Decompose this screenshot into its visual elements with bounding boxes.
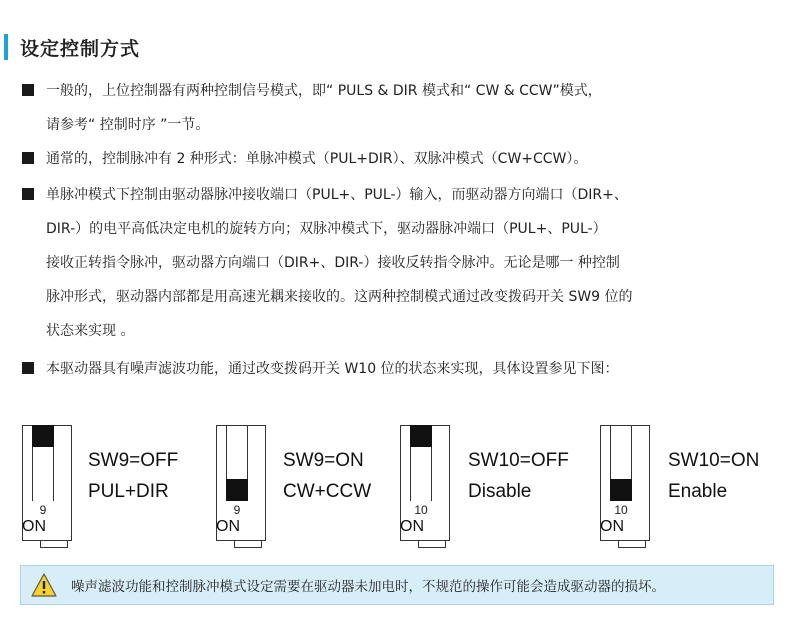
switch-knob bbox=[32, 425, 54, 447]
accent-bar bbox=[4, 34, 8, 60]
switch-label: SW9=OFF PUL+DIR bbox=[88, 450, 179, 502]
warning-text: 噪声滤波功能和控制脉冲模式设定需要在驱动器未加电时，不规范的操作可能会造成驱动器的损坏。 bbox=[71, 579, 665, 595]
switch-label: SW9=ON CW+CCW bbox=[283, 450, 372, 502]
paragraph-3 bbox=[22, 178, 633, 348]
switch-number: 10 bbox=[414, 503, 428, 517]
paragraph-line: DIR-）的电平高低决定电机的旋转方向；双脉冲模式下，驱动器脉冲端口（PUL+、PUL-） bbox=[46, 221, 607, 237]
dip-switch-sw10-off bbox=[400, 425, 450, 541]
section-header bbox=[4, 34, 140, 60]
on-label: ON bbox=[22, 518, 46, 535]
switch-label: SW10=ON Enable bbox=[668, 450, 760, 502]
paragraph-line: 本驱动器具有噪声滤波功能，通过改变拨码开关 W10 位的状态来实现，具体设置参见下图： bbox=[46, 361, 619, 377]
switch-knob bbox=[610, 479, 632, 501]
paragraph-line: 通常的，控制脉冲有 2 种形式：单脉冲模式（PUL+DIR）、双脉冲模式（CW+CCW）。 bbox=[46, 151, 588, 167]
on-label: ON bbox=[400, 518, 424, 535]
paragraph-4 bbox=[22, 352, 619, 386]
paragraph-line: 状态来实现 。 bbox=[46, 323, 135, 339]
bullet-square bbox=[22, 84, 34, 96]
switch-knob bbox=[226, 479, 248, 501]
paragraph-line: 脉冲形式，驱动器内部都是用高速光耦来接收的。这两种控制模式通过改变拨码开关 SW9 位的 bbox=[46, 289, 633, 305]
switch-number: 9 bbox=[39, 503, 47, 517]
switch-label: SW10=OFF Disable bbox=[468, 450, 569, 502]
on-label: ON bbox=[600, 518, 624, 535]
switch-number: 9 bbox=[233, 503, 241, 517]
section-title: 设定控制方式 bbox=[20, 37, 141, 60]
paragraph-line: 请参考“ 控制时序 ”一节。 bbox=[46, 117, 210, 133]
paragraph-2 bbox=[22, 142, 587, 176]
on-label: ON bbox=[216, 518, 240, 535]
paragraph-line: 接收正转指令脉冲，驱动器方向端口（DIR+、DIR-）接收反转指令脉冲。无论是哪一 种控制 bbox=[46, 255, 620, 271]
dip-switch-sw9-off bbox=[22, 425, 72, 541]
paragraph-line: 一般的，上位控制器有两种控制信号模式，即“ PULS & DIR 模式和“ CW & CCW”模式， bbox=[46, 83, 602, 99]
warning-box bbox=[20, 565, 774, 605]
bullet-square bbox=[22, 362, 34, 374]
paragraph-1 bbox=[22, 74, 602, 142]
bullet-square bbox=[22, 152, 34, 164]
switch-number: 10 bbox=[614, 503, 628, 517]
dip-switch-sw9-on bbox=[216, 425, 266, 541]
switch-knob bbox=[410, 425, 432, 447]
paragraph-line: 单脉冲模式下控制由驱动器脉冲接收端口（PUL+、PUL-）输入，而驱动器方向端口（DIR+、 bbox=[46, 187, 628, 203]
bullet-square bbox=[22, 188, 34, 200]
dip-switch-sw10-on bbox=[600, 425, 650, 541]
warning-triangle-icon bbox=[31, 573, 57, 597]
